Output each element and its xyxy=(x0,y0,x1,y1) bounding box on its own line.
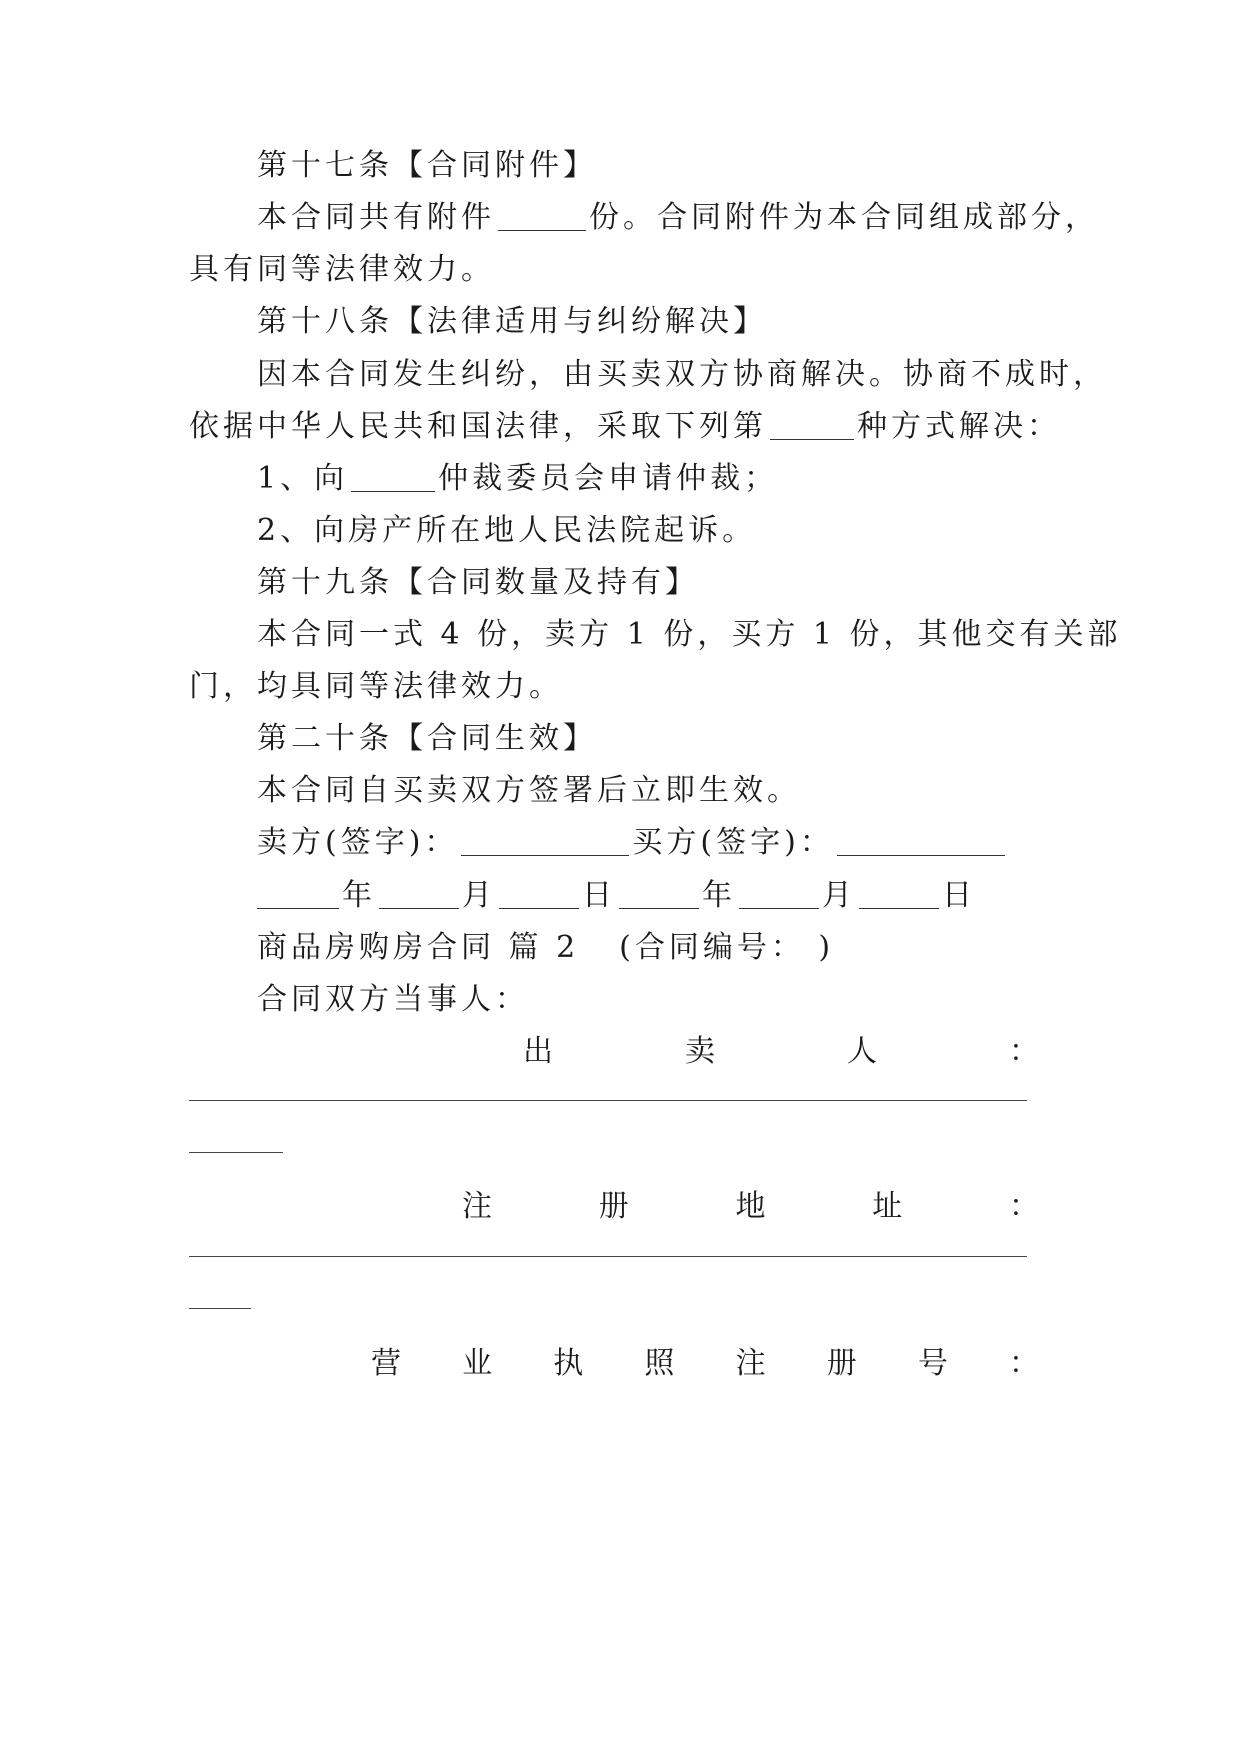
dispute-method-blank[interactable] xyxy=(770,439,854,440)
address-input-line-cont[interactable] xyxy=(189,1308,251,1309)
article-18-option-2: 2、向房产所在地人民法院起诉。 xyxy=(257,513,757,548)
seller-input-line-cont[interactable] xyxy=(189,1152,283,1153)
seller-signature-blank[interactable] xyxy=(461,855,629,856)
registered-address-label: 注 册 地 址 ： xyxy=(462,1189,1039,1224)
date-row: 年 月 日 年 月 日 xyxy=(257,867,1059,925)
buyer-signature-blank[interactable] xyxy=(837,855,1005,856)
article-18-paragraph: 因本合同发生纠纷，由买卖双方协商解决。协商不成时， xyxy=(257,357,1107,392)
article-19-paragraph-cont: 门，均具同等法律效力。 xyxy=(189,669,563,704)
buyer-month-blank[interactable] xyxy=(739,908,819,909)
article-20-paragraph: 本合同自买卖双方签署后立即生效。 xyxy=(257,773,801,808)
article-17-heading: 第十七条【合同附件】 xyxy=(257,148,597,183)
seller-signature-label: 卖方(签字)： xyxy=(257,825,459,860)
buyer-day-blank[interactable] xyxy=(859,908,939,909)
seller-month-blank[interactable] xyxy=(379,908,459,909)
parties-intro: 合同双方当事人： xyxy=(257,982,529,1017)
arbitration-committee-blank[interactable] xyxy=(351,491,435,492)
contract-number: (合同编号： ) xyxy=(619,930,835,965)
seller-day-blank[interactable] xyxy=(499,908,579,909)
signature-row xyxy=(257,814,1059,872)
article-20-heading: 第二十条【合同生效】 xyxy=(257,721,597,756)
article-17-paragraph-cont: 具有同等法律效力。 xyxy=(189,252,495,287)
buyer-year-blank[interactable] xyxy=(619,908,699,909)
article-18-paragraph-cont: 依据中华人民共和国法律，采取下列第 种方式解决： xyxy=(189,409,1061,444)
buyer-signature-label: 买方(签字)： xyxy=(632,825,834,860)
address-input-line[interactable] xyxy=(189,1256,1027,1257)
article-18-heading: 第十八条【法律适用与纠纷解决】 xyxy=(257,304,767,339)
business-license-label: 营 业 执 照 注 册 号 ： xyxy=(371,1346,1039,1381)
seller-year-blank[interactable] xyxy=(257,908,339,909)
attachment-count-blank[interactable] xyxy=(498,230,586,231)
article-18-option-1: 1、向 仲裁委员会申请仲裁； xyxy=(257,461,779,496)
seller-input-line[interactable] xyxy=(189,1100,1027,1101)
article-17-paragraph: 本合同共有附件 份。合同附件为本合同组成部分， xyxy=(257,200,1099,235)
article-19-paragraph: 本合同一式 4 份，卖方 1 份，买方 1 份，其他交有关部 xyxy=(257,617,1122,652)
article-19-heading: 第十九条【合同数量及持有】 xyxy=(257,565,699,600)
contract-2-title: 商品房购房合同 篇 2 (合同编号： ) xyxy=(257,930,835,965)
seller-label: 出 卖 人 ： xyxy=(523,1034,1039,1069)
